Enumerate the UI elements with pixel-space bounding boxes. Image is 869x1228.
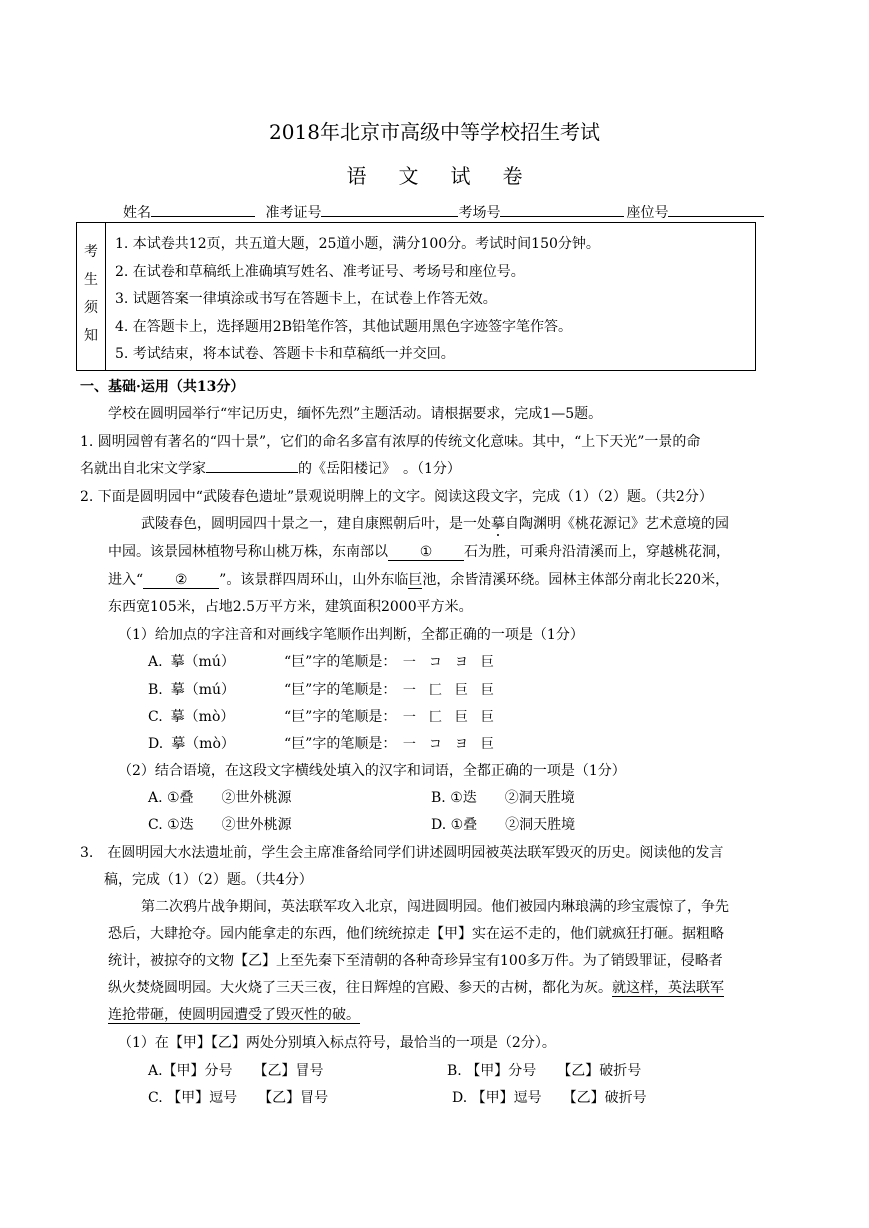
- option-pinyin: 摹（mú）: [170, 682, 236, 698]
- q2-sub2-option: C. ①迭 ②世外桃源: [148, 817, 292, 833]
- q2-para-line3: [108, 569, 729, 589]
- stroke-label: “巨”字的笔顺是：: [284, 709, 397, 725]
- q3-para-line4: [108, 977, 724, 997]
- notice-label: [77, 223, 106, 370]
- stroke-label: “巨”字的笔顺是：: [284, 654, 397, 670]
- stroke-step: ヨ: [454, 655, 468, 670]
- option-letter: A.: [148, 654, 163, 670]
- q3-para-line5: [108, 1004, 360, 1024]
- room-label: 考场号: [458, 205, 501, 221]
- notice-label-char: 须: [84, 300, 98, 316]
- stroke-step: 一: [402, 655, 416, 670]
- q1-text: 名就出自北宋文学家: [80, 461, 206, 477]
- q2-sub2-option: B. ①迭 ②洞天胜境: [431, 790, 575, 806]
- q3-para-line3: 统计，被掠夺的文物【乙】上至先秦下至清朝的各种奇珍异宝有100多万件。为了销毁罪证，侵略者: [108, 953, 723, 969]
- notice-item: 1. 本试卷共12页，共五道大题，25道小题，满分100分。考试时间150分钟。: [115, 236, 600, 252]
- exam-subtitle: 语文试卷: [346, 164, 555, 188]
- q1-text-end: 的《岳阳楼记》 。（1分）: [298, 461, 461, 477]
- q1-line1: 1. 圆明园曾有著名的“四十景”，它们的命名多富有浓厚的传统文化意味。其中，“上下天光”一景的命: [80, 434, 701, 450]
- exam-title: 2018年北京市高级中等学校招生考试: [269, 120, 600, 144]
- q2-sub1: （1）给加点的字注音和对画线字笔顺作出判断，全都正确的一项是（1分）: [118, 627, 584, 643]
- q3-sub1-option: A.【甲】分号 【乙】冒号: [148, 1063, 324, 1079]
- q3-sub1: （1）在【甲】【乙】两处分别填入标点符号，最恰当的一项是（2分）。: [118, 1035, 556, 1051]
- name-label: 姓名: [123, 205, 151, 221]
- q3-underlined-text: 就这样，英法联军: [612, 980, 724, 996]
- id-blank: [321, 202, 458, 217]
- option-strokes: [284, 679, 500, 699]
- q2-sub1-option-c: [148, 706, 494, 726]
- stroke-step: コ: [428, 737, 442, 752]
- id-label: 准考证号: [265, 205, 322, 221]
- stroke-step: 巨: [480, 655, 494, 670]
- q2-dotted-char: 摹: [491, 516, 505, 532]
- q2-text: ”。该景群四周环山，山外东临: [219, 572, 409, 588]
- stroke-step: 一: [402, 737, 416, 752]
- notice-item: 3. 试题答案一律填涂或书写在答题卡上，在试卷上作答无效。: [115, 291, 497, 307]
- q3-sub1-option: B. 【甲】分号 【乙】破折号: [447, 1063, 642, 1079]
- option-strokes: [284, 651, 500, 671]
- stroke-label: “巨”字的笔顺是：: [284, 682, 397, 698]
- option-pinyin: 摹（mú）: [170, 654, 235, 670]
- q2-para-line4: 东西宽105米，占地2.5万平方米，建筑面积2000平方米。: [108, 599, 473, 615]
- q3-line2: 稿，完成（1）（2）题。（共4分）: [104, 872, 313, 888]
- q2-text: 池，余皆清溪环绕。园林主体部分南北长220米，: [422, 572, 730, 588]
- stroke-step: 一: [402, 683, 416, 698]
- candidate-info-row: [123, 202, 764, 222]
- q1-answer-blank: [206, 458, 298, 473]
- q3-sub1-option: D. 【甲】逗号 【乙】破折号: [452, 1090, 647, 1106]
- name-blank: [151, 202, 255, 217]
- stroke-step: 巨: [480, 737, 494, 752]
- stroke-step: 匚: [428, 683, 442, 698]
- q2-sub1-option-b: [148, 679, 494, 699]
- stroke-step: 巨: [454, 683, 468, 698]
- section-heading: 一、基础·运用（共13分）: [80, 379, 245, 395]
- stroke-label: “巨”字的笔顺是：: [284, 736, 397, 752]
- q3-sub1-option: C. 【甲】逗号 【乙】冒号: [148, 1090, 329, 1106]
- stroke-step: 巨: [454, 710, 468, 725]
- notice-label-char: 考: [84, 244, 98, 260]
- q2-text: 中园。该景园林植物号称山桃万株，东南部以: [108, 544, 388, 560]
- option-letter: D.: [148, 736, 164, 752]
- q2-line1: 2. 下面是圆明园中“武陵春色遗址”景观说明牌上的文字。阅读这段文字，完成（1）（2）题。（共2分）: [80, 489, 713, 505]
- q2-para-line2: [108, 541, 730, 561]
- q3-underlined-text: 连抢带砸，使圆明园遭受了毁灭性的破。: [108, 1007, 360, 1023]
- q2-underlined-char: 巨: [408, 572, 423, 588]
- q2-sub2-option: A. ①叠 ②世外桃源: [148, 790, 292, 806]
- stroke-step: 一: [402, 710, 416, 725]
- stroke-step: コ: [428, 655, 442, 670]
- option-pinyin: 摹（mò）: [171, 736, 235, 752]
- section-intro: 学校在圆明园举行“牢记历史，缅怀先烈”主题活动。请根据要求，完成1—5题。: [108, 406, 603, 422]
- seat-label: 座位号: [626, 205, 669, 221]
- option-letter: C.: [148, 709, 163, 725]
- stroke-step: ヨ: [454, 737, 468, 752]
- seat-blank: [668, 202, 764, 217]
- q2-text: 进入“: [108, 572, 144, 588]
- q2-text: 武陵春色，圆明园四十景之一，建自康熙朝后叶，是一处: [141, 516, 491, 532]
- option-letter: B.: [148, 682, 163, 698]
- notice-item: 5. 考试结束，将本试卷、答题卡卡和草稿纸一并交回。: [115, 346, 455, 362]
- q2-text: 自陶渊明《桃花源记》艺术意境的园: [505, 516, 729, 532]
- q3-text: 纵火焚烧圆明园。大火烧了三天三夜，往日辉煌的宫殿、参天的古树，都化为灰。: [108, 980, 612, 996]
- q2-text: 石为胜，可乘舟沿清溪而上，穿越桃花洞，: [464, 544, 730, 560]
- notice-label-char: 生: [84, 272, 98, 288]
- q2-sub1-option-d: [148, 733, 494, 753]
- stroke-step: 巨: [480, 710, 494, 725]
- q2-blank-2: ②: [143, 572, 219, 589]
- q3-line1: 3. 在圆明园大水法遗址前，学生会主席准备给同学们讲述圆明园被英法联军毁灭的历史。阅读他的发言: [80, 845, 724, 861]
- stroke-step: 匚: [428, 710, 442, 725]
- q3-para-line2: 恐后，大肆抢夺。园内能拿走的东西，他们统统掠走【甲】实在运不走的，他们就疯狂打砸。据粗略: [108, 926, 724, 942]
- q2-sub2: （2）结合语境，在这段文字横线处填入的汉字和词语，全都正确的一项是（1分）: [118, 763, 626, 779]
- q2-blank-1: ①: [388, 544, 464, 561]
- notice-item: 2. 在试卷和草稿纸上准确填写姓名、准考证号、考场号和座位号。: [115, 264, 525, 280]
- notice-box: [76, 222, 756, 371]
- option-strokes: [284, 706, 500, 726]
- stroke-step: 巨: [480, 683, 494, 698]
- option-strokes: [284, 733, 500, 753]
- q2-para-line1: [141, 513, 729, 533]
- q1-line2: [80, 458, 461, 478]
- q3-para-line1: 第二次鸦片战争期间，英法联军攻入北京，闯进圆明园。他们被园内琳琅满的珍宝震惊了，争先: [141, 899, 729, 915]
- q2-sub2-option: D. ①叠 ②洞天胜境: [431, 817, 576, 833]
- notice-label-char: 知: [84, 328, 98, 344]
- q2-sub1-option-a: [148, 651, 494, 671]
- room-blank: [500, 202, 624, 217]
- option-pinyin: 摹（mò）: [170, 709, 235, 725]
- notice-item: 4. 在答题卡上，选择题用2B铅笔作答，其他试题用黑色字迹签字笔作答。: [115, 319, 573, 335]
